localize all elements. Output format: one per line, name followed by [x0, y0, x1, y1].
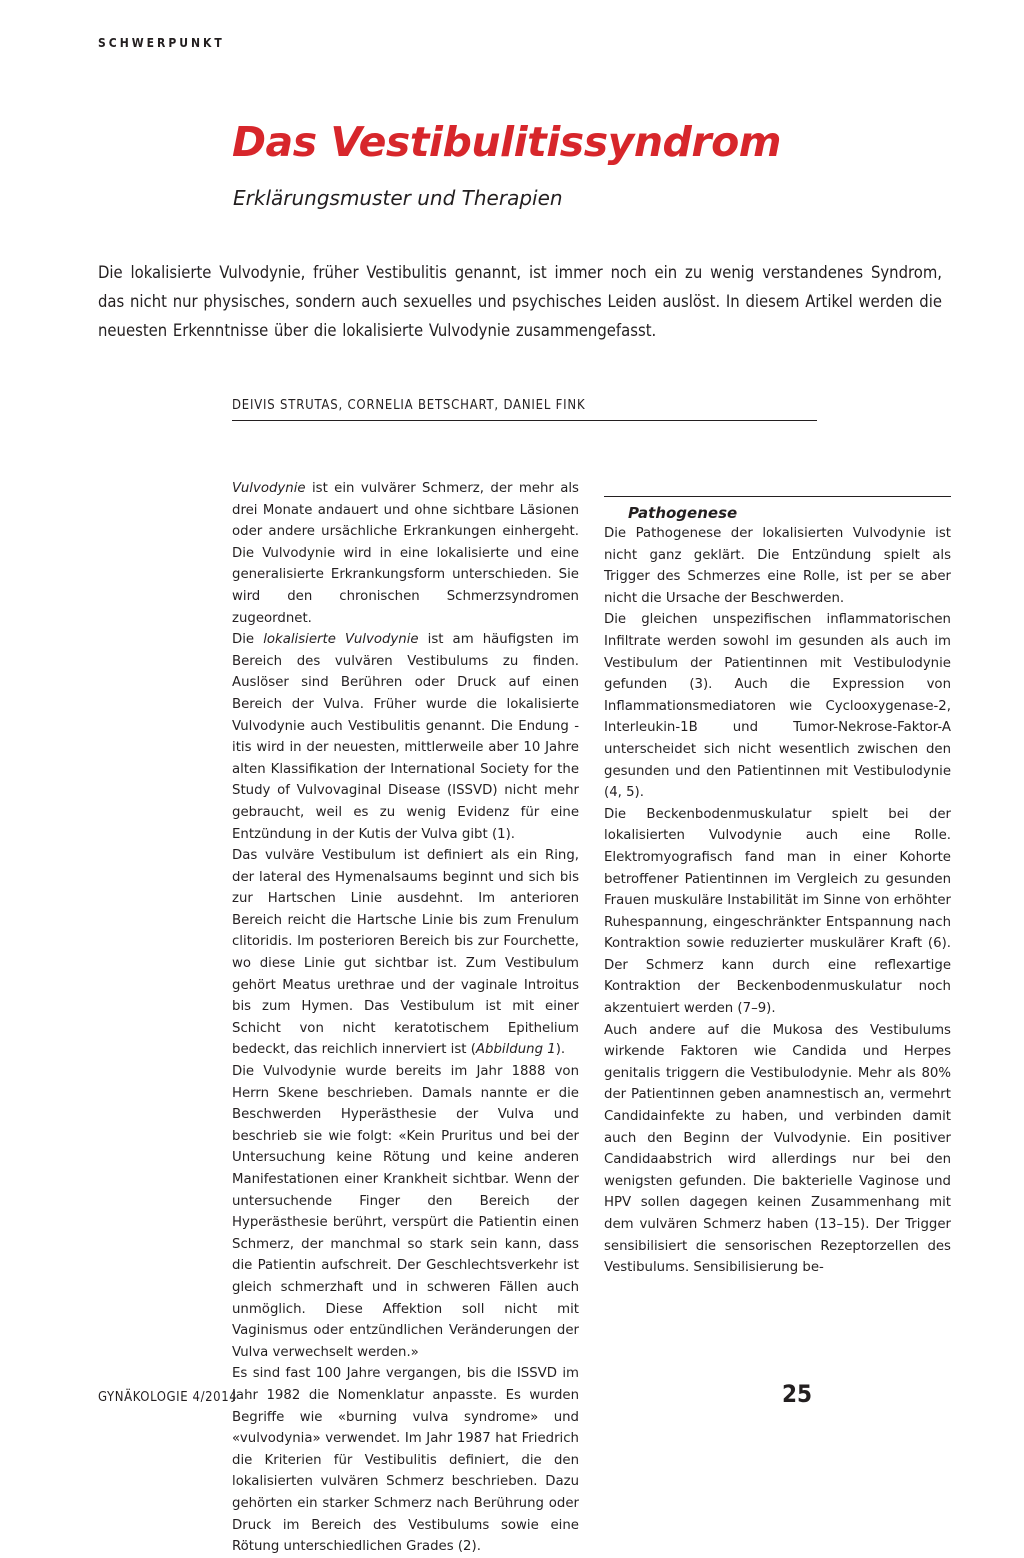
paragraph-text: ist ein vulvärer Schmerz, der mehr als drei Monate andauert und ohne sichtbare Läsionen oder andere ursächliche Erkrankungen einhergeht. Die Vulvodynie wird in eine lokalisierte und eine generalisierte Erkrankungsform unterschieden. Sie wird den chronischen Schmerzsyndromen zugeordnet.	[232, 481, 579, 626]
paragraph-text: ).	[555, 1042, 566, 1058]
section-heading-pathogenese: Pathogenese	[628, 504, 738, 522]
body-paragraph: Die Pathogenese der lokalisierten Vulvodynie ist nicht ganz geklärt. Die Entzündung spielt als Trigger des Schmerzes eine Rolle, ist per se aber nicht die Ursache der Beschwerden.	[604, 526, 951, 606]
body-column-left	[232, 478, 579, 1558]
article-subtitle: Erklärungsmuster und Therapien	[233, 186, 563, 210]
section-label: SCHWERPUNKT	[98, 36, 225, 50]
body-paragraph: Die Beckenbodenmuskulatur spielt bei der lokalisierten Vulvodynie auch eine Rolle. Elektromyografisch fand man in einer Kohorte betroffener Patientinnen im Vergleich zu gesunden Frauen muskuläre Instabilität im Sinne von erhöhter Ruhespannung, eingeschränkter Entspannung nach Kontraktion sowie reduzierter muskulärer Kraft (6). Der Schmerz kann durch eine reflexartige Kontraktion der Beckenbodenmuskulatur noch akzentuiert werden (7–9).	[604, 806, 951, 1017]
article-lead: Die lokalisierte Vulvodynie, früher Vestibulitis genannt, ist immer noch ein zu wenig verstandenes Syndrom, das nicht nur physisches, sondern auch sexuelles und psychisches Leiden auslöst. In diesem Artikel werden die neuesten Erkenntnisse über die lokalisierte Vulvodynie zusammengefasst.	[98, 263, 942, 340]
body-paragraph: Die gleichen unspezifischen inflammatorischen Infiltrate werden sowohl im gesunden als auch im Vestibulum der Patientinnen mit Vestibulodynie gefunden (3). Auch die Expression von Inflammationsmediatoren wie Cyclooxygenase-2, Interleukin-1B und Tumor-Nekrose-Faktor-A unterscheidet sich nicht wesentlich zwischen den gesunden und den Patientinnen mit Vestibulodynie (4, 5).	[604, 612, 951, 801]
figure-reference: Abbildung 1	[475, 1042, 556, 1058]
body-paragraph	[232, 478, 579, 629]
paragraph-text: Die	[232, 632, 264, 648]
section-divider	[604, 496, 951, 523]
emphasis: Vulvodynie	[232, 481, 306, 496]
footer-journal: GYNÄKOLOGIE 4/2014	[98, 1390, 238, 1405]
article-authors: DEIVIS STRUTAS, CORNELIA BETSCHART, DANIEL FINK	[232, 398, 817, 421]
body-paragraph: Es sind fast 100 Jahre vergangen, bis die ISSVD im Jahr 1982 die Nomenklatur anpasste. Es wurden Begriffe wie «burning vulva syndrome» und «vulvodynia» verwendet. Im Jahr 1987 hat Friedrich die Kriterien für Vestibulitis definiert, die den lokalisierten vulvären Schmerz beschrieben. Dazu gehörten ein starker Schmerz nach Berührung oder Druck im Bereich des Vestibulums sowie eine Rötung unterschiedlichen Grades (2).	[232, 1366, 579, 1555]
emphasis: lokalisierte Vulvodynie	[263, 632, 419, 648]
body-paragraph: Auch andere auf die Mukosa des Vestibulums wirkende Faktoren wie Candida und Herpes genitalis triggern die Vestibulodynie. Mehr als 80% der Patientinnen geben anamnestisch an, vermehrt Candidainfekte zu haben, und verbinden damit auch den Beginn der Vulvodynie. Ein positiver Candidaabstrich wird allerdings nur bei den wenigsten gefunden. Die bakterielle Vaginose und HPV sollen dagegen keinen Zusammenhang mit dem vulvären Schmerz haben (13–15). Der Trigger sensibilisiert die sensorischen Rezeptorzellen des Vestibulums. Sensibilisierung be-	[604, 1022, 951, 1276]
paragraph-text: Das vulväre Vestibulum ist definiert als ein Ring, der lateral des Hymenalsaums beginnt und sich bis zur Hartschen Linie ausdehnt. Im anterioren Bereich reicht die Hartsche Linie bis zum Frenulum clitoridis. Im posterioren Bereich bis zur Fourchette, wo diese Linie gut sichtbar ist. Zum Vestibulum gehört Meatus urethrae und der vaginale Introitus bis zum Hymen. Das Vestibulum ist mit einer Schicht von nicht keratotischem Epithelium bedeckt, das reichlich innerviert ist (	[232, 848, 579, 1058]
article-title: Das Vestibulitissyndrom	[232, 118, 781, 166]
body-paragraph	[232, 845, 579, 1061]
body-column-right	[604, 478, 951, 1279]
paragraph-text: ist am häufigsten im Bereich des vulvären Vestibulums zu finden. Auslöser sind Berühren oder Druck auf einen Bereich der Vulva. Früher wurde die lokalisierte Vulvodynie auch Vestibulitis genannt. Die Endung -itis wird in der neuesten, mittlerweile aber 10 Jahre alten Klassifikation der International Society for the Study of Vulvovaginal Disease (ISSVD) nicht mehr gebraucht, weil es zu wenig Evidenz für eine Entzündung in der Kutis der Vulva gibt (1).	[232, 632, 580, 842]
page-number: 25	[781, 1380, 812, 1408]
body-paragraph	[232, 629, 579, 845]
body-paragraph: Die Vulvodynie wurde bereits im Jahr 1888 von Herrn Skene beschrieben. Damals nannte er die Beschwerden Hyperästhesie der Vulva und beschrieb sie wie folgt: «Kein Pruritus und bei der Untersuchung keine Rötung und keine anderen Manifestationen einer Krankheit sichtbar. Wenn der untersuchende Finger den Bereich der Hyperästhesie berührt, verspürt die Patientin einen Schmerz, der manchmal so stark sein kann, dass die Patientin aufschreit. Der Geschlechtsverkehr ist gleich schmerzhaft und in schweren Fällen auch unmöglich. Diese Affektion soll nicht mit Vaginismus oder entzündlichen Veränderungen der Vulva verwechselt werden.»	[232, 1064, 579, 1360]
